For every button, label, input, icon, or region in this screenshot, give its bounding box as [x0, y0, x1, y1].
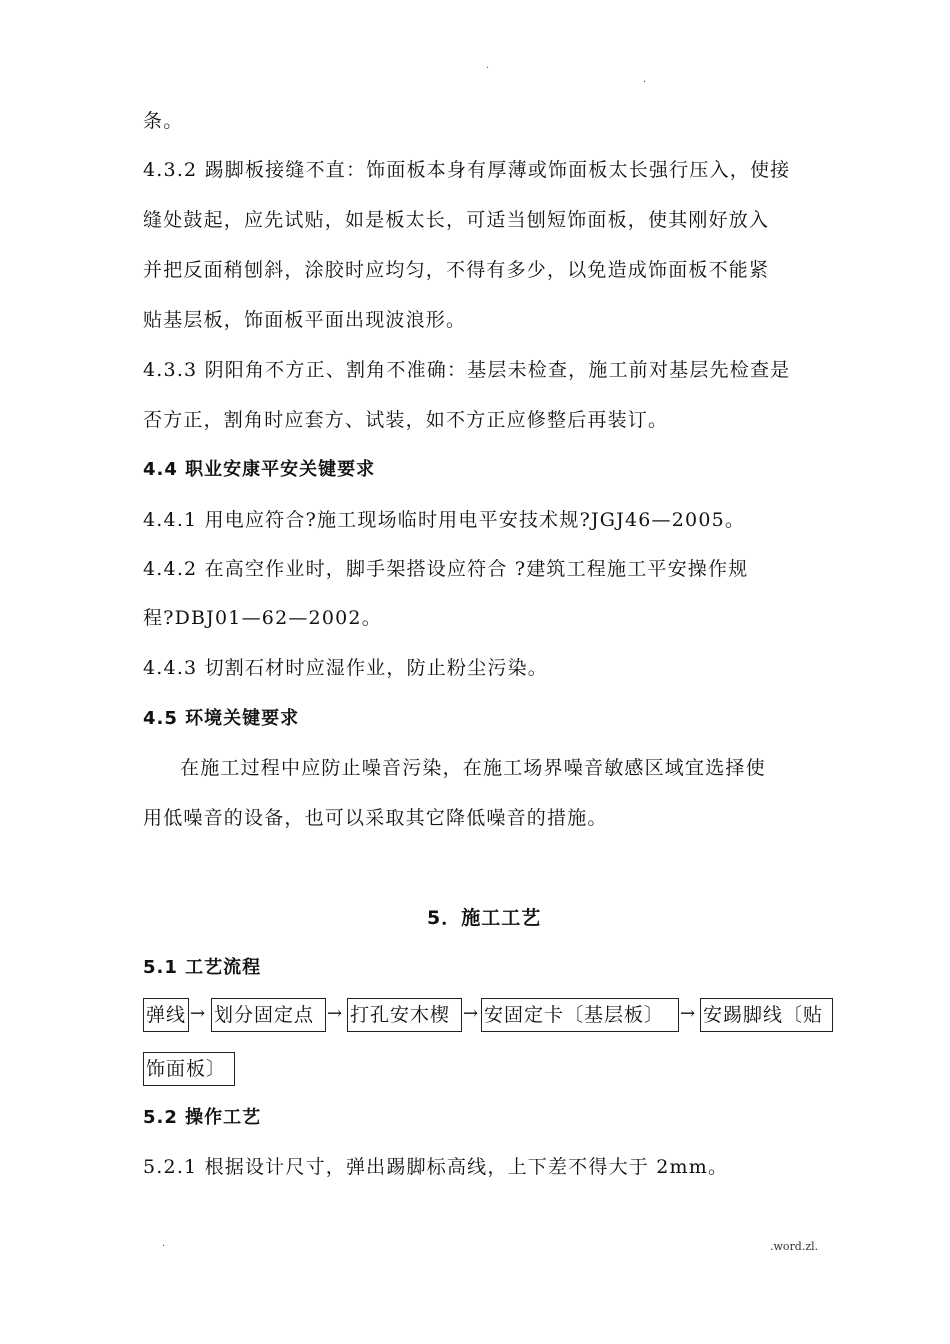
text-line: 4.4.2 在高空作业时，脚手架搭设应符合 ?建筑工程施工平安操作规: [143, 558, 749, 580]
flow-step-5-continued: 饰面板〕: [143, 1052, 235, 1086]
section-heading-5-1: 5.1 工艺流程: [143, 957, 262, 978]
footer-text: .word.zl.: [770, 1240, 819, 1253]
section-heading-4-5: 4.5 环境关键要求: [143, 708, 300, 729]
flow-arrow-icon: →: [190, 1003, 206, 1024]
text-line: 4.3.2 踢脚板接缝不直：饰面板本身有厚薄或饰面板太长强行压入，使接: [143, 159, 791, 181]
text-line: 用低噪音的设备，也可以采取其它降低噪音的措施。: [143, 807, 608, 829]
flow-step-1: 弹线: [143, 998, 189, 1032]
text-line: 5.2.1 根据设计尺寸，弹出踢脚标高线，上下差不得大于 2mm。: [143, 1156, 729, 1178]
text-line: 4.4.3 切割石材时应湿作业，防止粉尘污染。: [143, 657, 548, 679]
flow-step-2: 划分固定点: [211, 998, 326, 1032]
flow-arrow-icon: →: [680, 1003, 696, 1024]
text-line: 并把反面稍刨斜，涂胶时应均匀，不得有多少，以免造成饰面板不能紧: [143, 259, 770, 281]
footer-dot: .: [162, 1238, 166, 1249]
flow-step-3: 打孔安木楔: [347, 998, 462, 1032]
chapter-title: 5．施工工艺: [427, 907, 542, 929]
text-line: 缝处鼓起，应先试贴，如是板太长，可适当刨短饰面板，使其刚好放入: [143, 209, 770, 231]
header-dot-left: .: [486, 60, 490, 71]
section-heading-4-4: 4.4 职业安康平安关键要求: [143, 459, 376, 480]
flow-arrow-icon: →: [463, 1003, 479, 1024]
flow-arrow-icon: →: [327, 1003, 343, 1024]
text-line: 否方正，割角时应套方、试装，如不方正应修整后再装订。: [143, 409, 669, 431]
text-line: 在施工过程中应防止噪音污染，在施工场界噪音敏感区域宜选择使: [180, 757, 766, 779]
header-dot-right: .: [643, 74, 647, 85]
text-line: 条。: [143, 110, 184, 132]
text-line: 程?DBJ01—62—2002。: [143, 607, 382, 629]
section-heading-5-2: 5.2 操作工艺: [143, 1107, 262, 1128]
flow-step-4: 安固定卡〔基层板〕: [481, 998, 679, 1032]
text-line: 4.4.1 用电应符合?施工现场临时用电平安技术规?JGJ46—2005。: [143, 509, 746, 531]
text-line: 贴基层板，饰面板平面出现波浪形。: [143, 309, 467, 331]
text-line: 4.3.3 阴阳角不方正、割角不准确：基层未检查，施工前对基层先检查是: [143, 359, 791, 381]
flow-step-5: 安踢脚线〔贴: [700, 998, 833, 1032]
